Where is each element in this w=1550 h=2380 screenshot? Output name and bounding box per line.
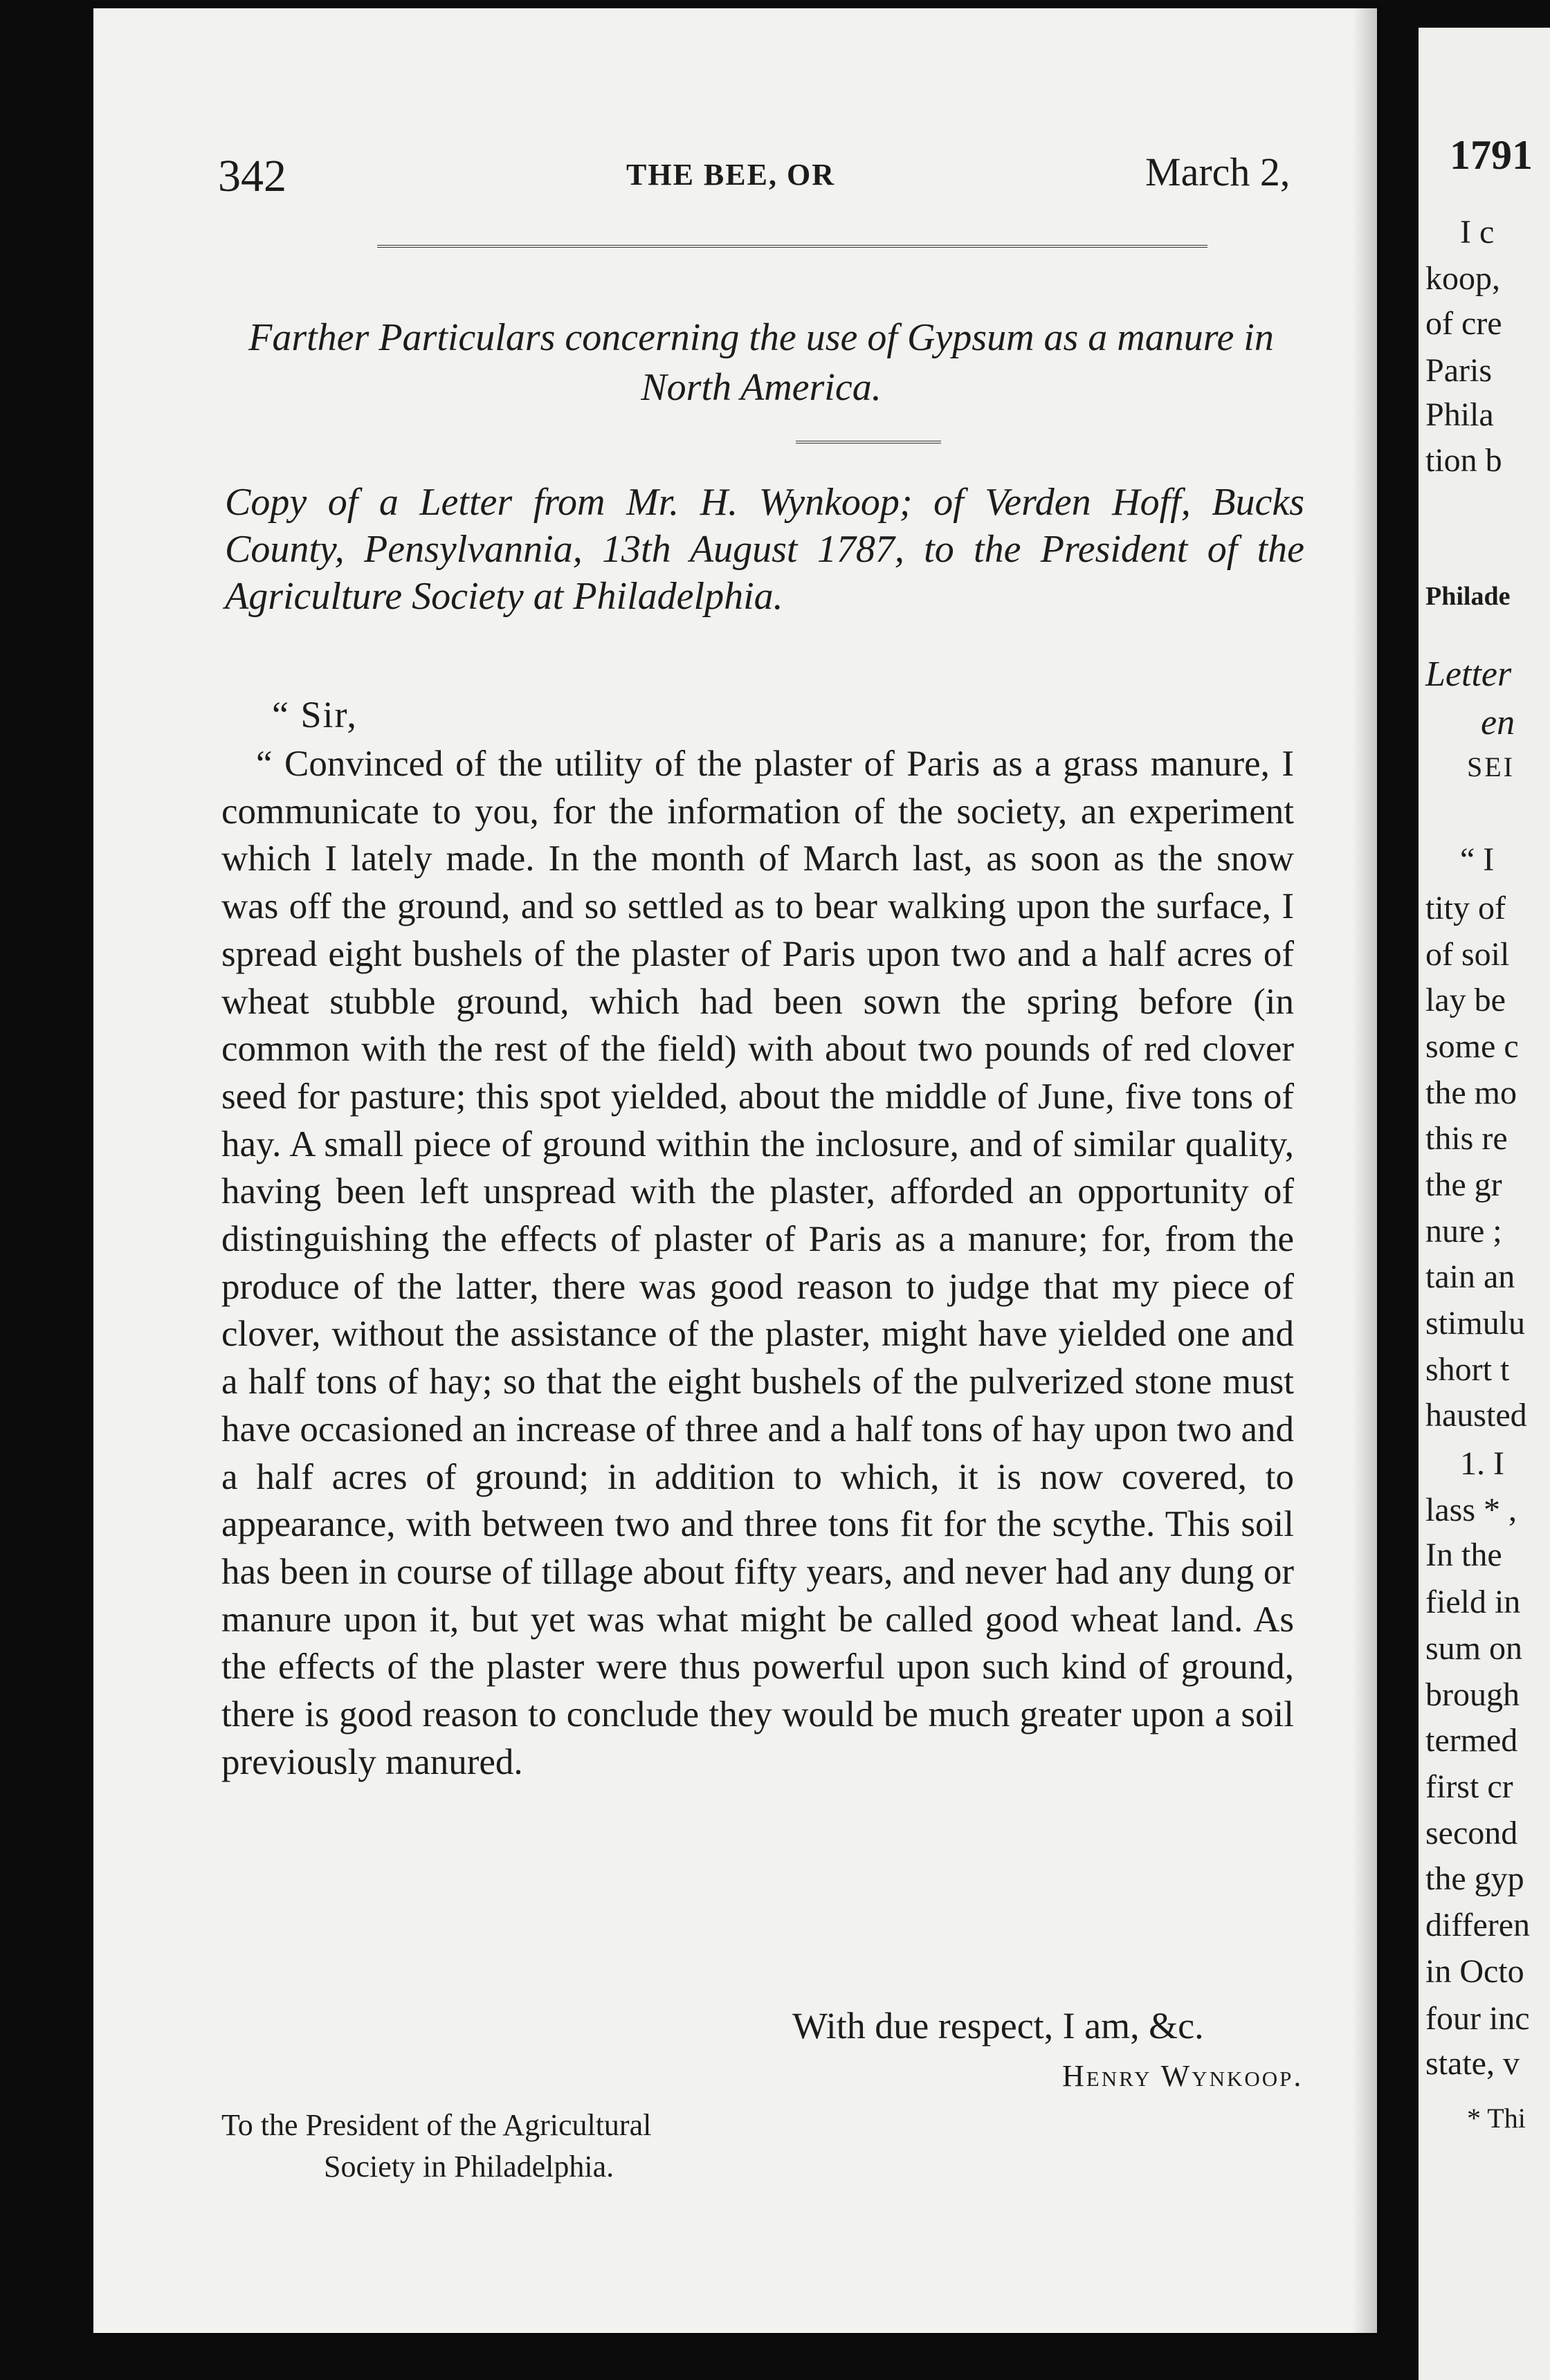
right-page-line: lay be bbox=[1425, 982, 1506, 1018]
right-page-line: tain an bbox=[1425, 1258, 1515, 1295]
right-page-line: stimulu bbox=[1425, 1305, 1526, 1342]
address-line: To the President of the Agricultural bbox=[221, 2108, 652, 2142]
right-page-line: SEI bbox=[1467, 751, 1515, 782]
right-page-line: second bbox=[1425, 1815, 1518, 1851]
right-page-line: nure ; bbox=[1425, 1213, 1502, 1250]
right-page-line: “ I bbox=[1460, 841, 1495, 878]
running-header bbox=[93, 143, 1377, 205]
right-page-line: 1. I bbox=[1460, 1445, 1504, 1482]
right-page-line: brough bbox=[1425, 1676, 1520, 1713]
right-page-line: the gyp bbox=[1425, 1860, 1524, 1897]
header-rule bbox=[377, 245, 1207, 252]
gutter-shadow bbox=[1352, 8, 1377, 2333]
page-number: 342 bbox=[218, 151, 286, 201]
letter-heading: Copy of a Letter from Mr. H. Wynkoop; of Verden Hoff, Bucks County, Pensylvannia, 13th August 1787, to the President of the Agriculture Society at Philadelphia. bbox=[225, 481, 1304, 618]
right-page-line: tion b bbox=[1425, 442, 1502, 479]
right-page-line: differen bbox=[1425, 1907, 1531, 1943]
right-page-line: short t bbox=[1425, 1351, 1510, 1388]
right-page-line: state, v bbox=[1425, 2045, 1520, 2082]
right-page-line: in Octo bbox=[1425, 1953, 1524, 1990]
right-page-line: this re bbox=[1425, 1120, 1508, 1157]
right-page-line: Philade bbox=[1425, 582, 1511, 611]
right-page bbox=[1419, 28, 1550, 2380]
right-page-line: of cre bbox=[1425, 305, 1502, 342]
right-page-line: field in bbox=[1425, 1584, 1521, 1620]
running-title: THE BEE, OR bbox=[626, 158, 835, 192]
right-page-line: In the bbox=[1425, 1537, 1502, 1573]
right-page-line: Paris bbox=[1425, 352, 1492, 389]
right-page-line: Phila bbox=[1425, 396, 1494, 433]
right-page-line: I c bbox=[1460, 214, 1495, 250]
address-line: Society in Philadelphia. bbox=[324, 2150, 614, 2184]
right-page-line: tity of bbox=[1425, 890, 1506, 926]
right-page-line: koop, bbox=[1425, 260, 1500, 297]
closing: With due respect, I am, &c. bbox=[792, 2005, 1204, 2047]
right-page-line: en bbox=[1481, 703, 1515, 742]
right-page-line: 1791 bbox=[1450, 132, 1533, 178]
title-rule bbox=[796, 441, 941, 448]
right-page-line: hausted bbox=[1425, 1397, 1527, 1434]
right-page-line: sum on bbox=[1425, 1630, 1523, 1667]
right-page-line: the mo bbox=[1425, 1074, 1517, 1111]
right-page-line: termed bbox=[1425, 1722, 1518, 1759]
article-title: Farther Particulars concerning the use of Gypsum as a manure in North America. bbox=[248, 316, 1274, 409]
right-page-line: * Thi bbox=[1467, 2103, 1526, 2134]
salutation: “ Sir, bbox=[272, 694, 358, 735]
letter-body: “ Convinced of the utility of the plaster of Paris as a grass manure, I communicate to you, for the information of the society, an experiment which I lately made. In the month of March last, as soon as the snow was off the ground, and so settled as to bear walking upon the surface, I spread eight bushels of the plaster of Paris upon two and a half acres of wheat stubble ground, which had been sown the spring before (in common with the rest of the field) with about two pounds of red clover seed for pasture; this spot yielded, about the middle of June, five tons of hay. A small piece of ground within the inclosure, and of similar quality, having been left unspread with the plaster, afforded an opportunity of distinguishing the effects of plaster of Paris as a manure; for, from the produce of the latter, there was good reason to judge that my piece of clover, without the assistance of the plaster, might have yielded one and a half tons of hay; so that the eight bushels of the pulverized stone must have occasioned an increase of three and a half tons of hay upon two and a half acres of ground; in addition to which, it is now covered, to appearance, with between two and three tons fit for the scythe. This soil has been in course of tillage about fifty years, and never had any dung or manure upon it, but yet was what might be called good wheat land. As the effects of the plaster were thus powerful upon such kind of ground, there is good reason to conclude they would be much greater upon a soil previously manured. bbox=[221, 744, 1294, 1782]
address-block bbox=[221, 2105, 651, 2188]
right-page-line: Letter bbox=[1425, 654, 1512, 694]
right-page-line: some c bbox=[1425, 1028, 1519, 1065]
signature: Henry Wynkoop. bbox=[1062, 2059, 1304, 2093]
running-date: March 2, bbox=[1145, 149, 1291, 194]
right-page-line: of soil bbox=[1425, 936, 1510, 973]
right-page-line: four inc bbox=[1425, 2000, 1530, 2037]
right-page-line: first cr bbox=[1425, 1768, 1513, 1805]
right-page-line: the gr bbox=[1425, 1166, 1502, 1203]
left-page bbox=[93, 8, 1377, 2333]
right-page-line: lass * , bbox=[1425, 1492, 1517, 1528]
